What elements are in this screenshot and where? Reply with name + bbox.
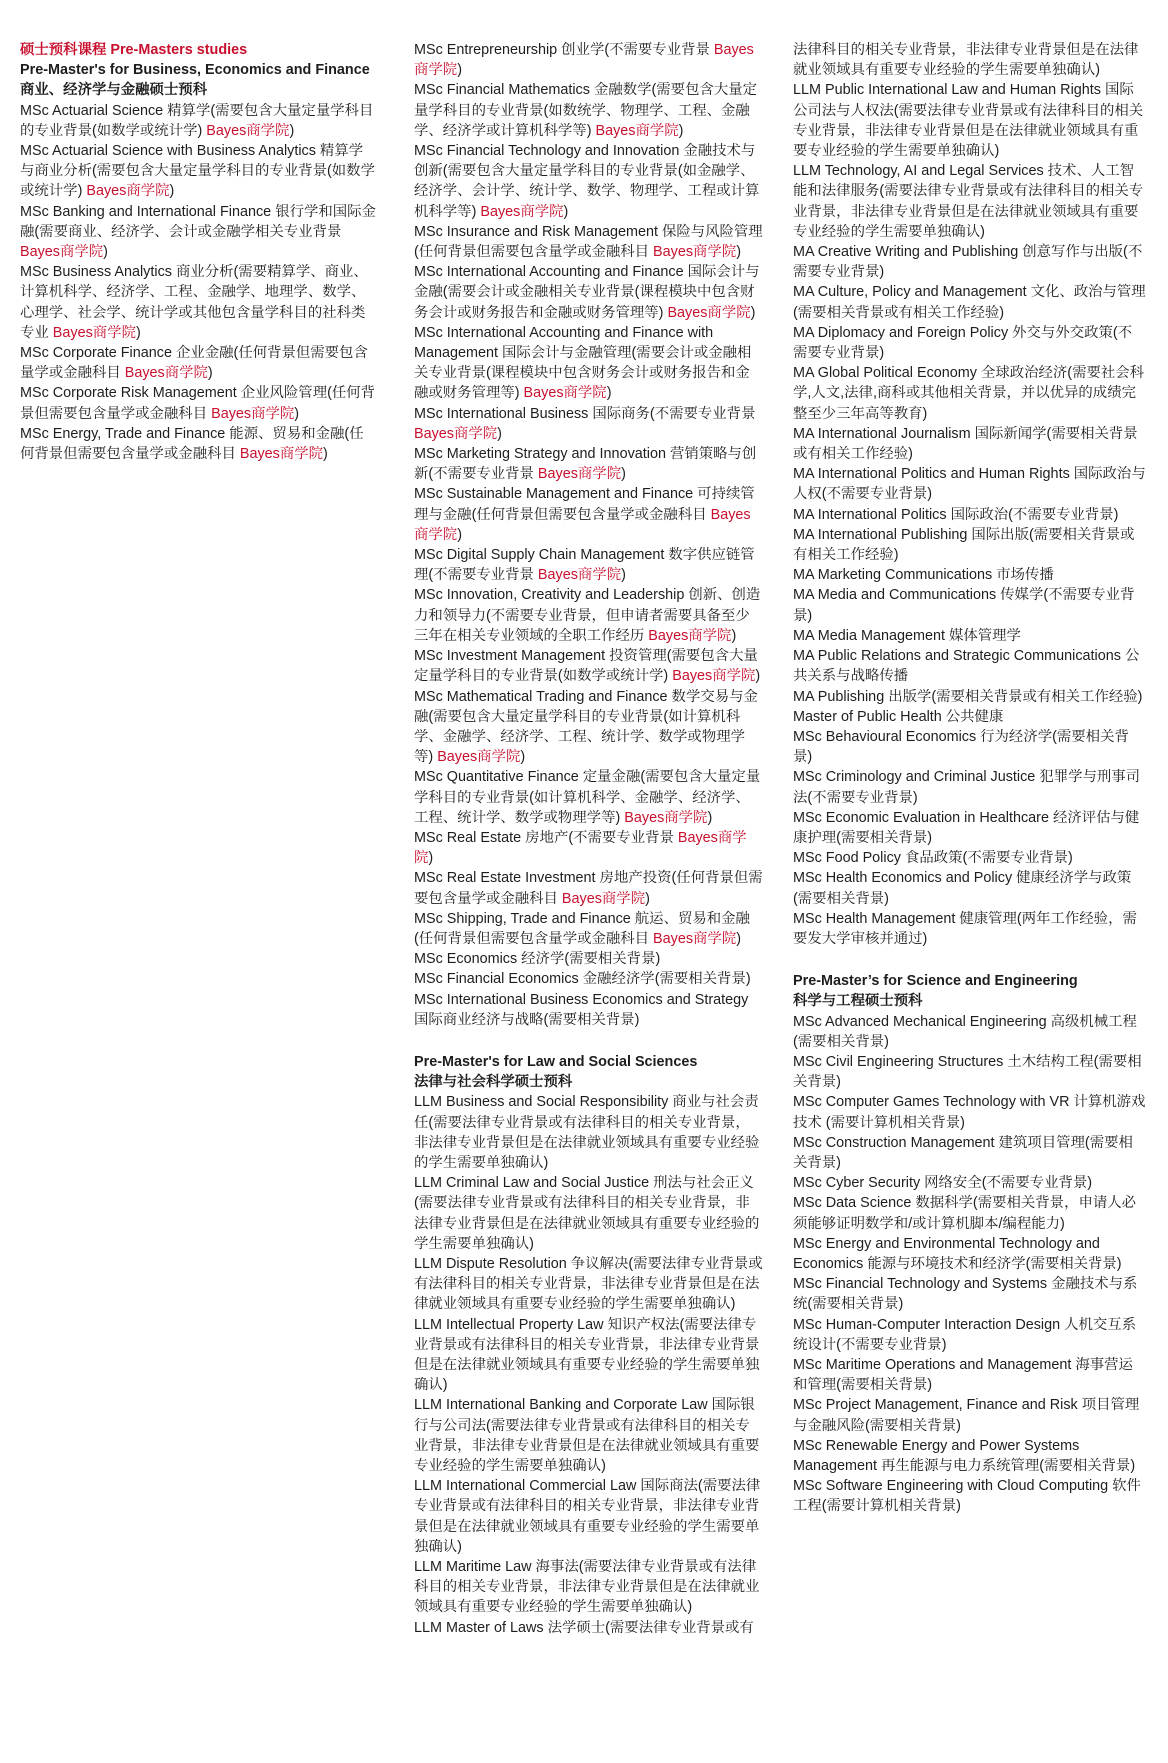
- program-item: [793, 242, 1146, 282]
- program-text: MSc Health Management 健康管理(两年工作经验，需要发大学审核并通过): [793, 910, 1137, 947]
- program-item: [414, 444, 764, 484]
- program-text: MSc Real Estate 房地产(不需要专业背景: [414, 829, 674, 846]
- program-text: MSc Energy, Trade and Finance 能源、贸易和金融(任何背景但需要包含量学或金融科目: [20, 425, 364, 463]
- school-tag: Bayes商学院: [480, 203, 564, 220]
- school-tag: Bayes商学院: [124, 365, 208, 382]
- program-text: MSc Real Estate Investment 房地产投资(任何背景但需要包含量学或金融科目: [414, 870, 763, 907]
- program-text: MSc Renewable Energy and Power Systems Management 再生能源与电力系统管理(需要相关背景): [793, 1437, 1136, 1475]
- program-item: [793, 80, 1146, 161]
- program-text: MSc Banking and International Finance 银行学和国际金融(需要商业、经济学、会计或金融学相关专业背景: [20, 203, 376, 240]
- school-tag: Bayes商学院: [561, 890, 646, 907]
- section-title: 硕士预科课程 Pre-Masters studies: [20, 42, 248, 58]
- program-item: [414, 1618, 764, 1638]
- program-text: MSc Marketing Strategy and Innovation 营销策略与创新(不需要专业背景: [414, 446, 757, 483]
- program-text: MA Creative Writing and Publishing 创意写作与出版(不需要专业背景): [793, 244, 1143, 281]
- program-item: [793, 808, 1146, 848]
- program-text: MSc Financial Mathematics 金融数学(需要包含大量定量学科目的专业背景(如数统学、物理学、工程、金融学、经济学或计算机科学等): [414, 82, 758, 139]
- program-item: [793, 1012, 1146, 1052]
- program-item: [793, 1315, 1146, 1355]
- program-item: [414, 949, 764, 969]
- close-paren: ): [323, 446, 328, 463]
- program-text: MSc Corporate Finance 企业金融(任何背景但需要包含量学或金融科目: [20, 345, 368, 382]
- program-item: [414, 1476, 764, 1557]
- program-text: LLM Public International Law and Human Rights 国际公司法与人权法(需要法律专业背景或有法律科目的相关专业背景，非法律专业背景但是在法律就业领域具有重要专业经验的学生需要单独确认): [793, 82, 1144, 160]
- program-text: MSc Project Management, Finance and Risk 项目管理与金融风险(需要相关背景): [793, 1397, 1140, 1434]
- program-item: [793, 646, 1146, 686]
- program-text: MA International Politics 国际政治(不需要专业背景): [793, 506, 1119, 523]
- program-item: [20, 101, 377, 141]
- program-text: LLM Dispute Resolution 争议解决(需要法律专业背景或有法律科目的相关专业背景，非法律专业背景但是在法律就业领域具有重要专业经验的学生需要单独确认): [414, 1255, 763, 1313]
- section-heading: 法律与社会科学硕士预科: [414, 1074, 573, 1091]
- school-tag: Bayes商学院: [211, 405, 295, 422]
- program-item: [793, 323, 1146, 363]
- program-text: MSc Economics 经济学(需要相关背景): [414, 951, 661, 968]
- program-text: MSc Data Science 数据科学(需要相关背景，申请人必须能够证明数学和/或计算机脚本/编程能力): [793, 1195, 1137, 1232]
- program-item: [793, 565, 1146, 585]
- program-text: MA Global Political Economy 全球政治经济(需要社会科学,人文,法律,商科或其他相关背景，并以优异的成绩完整至少三年高等教育): [793, 365, 1145, 422]
- program-item: [793, 363, 1146, 424]
- close-paren: ): [736, 930, 742, 947]
- program-text: MSc Financial Economics 金融经济学(需要相关背景): [414, 971, 751, 988]
- program-item: [414, 1557, 764, 1618]
- program-text: MSc Construction Management 建筑项目管理(需要相关背景): [793, 1134, 1133, 1171]
- school-tag: Bayes商学院: [86, 183, 170, 200]
- program-text: MSc Actuarial Science 精算学(需要包含大量定量学科目的专业背景(如数学或统计学): [20, 102, 374, 139]
- program-text: MSc Business Analytics 商业分析(需要精算学、商业、计算机科学、经济学、工程、金融学、地理学、数学、心理学、社会学、统计学或其他包含量学科目的社科类专业: [20, 264, 368, 341]
- program-item: [414, 262, 764, 323]
- program-item: [793, 1274, 1146, 1314]
- program-text: MSc Financial Technology and Systems 金融技术与系统(需要相关背景): [793, 1276, 1138, 1313]
- program-item: [793, 687, 1146, 707]
- program-text: MSc International Business Economics and Strategy 国际商业经济与战略(需要相关背景): [414, 991, 749, 1028]
- program-section: [414, 40, 764, 1030]
- program-item: [414, 1254, 764, 1315]
- program-item: [793, 161, 1146, 242]
- school-tag: Bayes商学院: [414, 506, 751, 543]
- program-text: LLM Master of Laws 法学硕士(需要法律专业背景或有: [414, 1619, 754, 1636]
- program-item: [414, 222, 764, 262]
- school-tag: Bayes商学院: [653, 244, 737, 261]
- program-text: MSc Shipping, Trade and Finance 航运、贸易和金融(任何背景但需要包含量学或金融科目: [414, 910, 750, 947]
- program-text: MSc International Accounting and Finance 国际会计与金融(需要会计或金融相关专业背景(课程模块中包含财务会计或财务报告和金融或财务管理等): [414, 264, 760, 321]
- program-text: MSc Health Economics and Policy 健康经济学与政策(需要相关背景): [793, 870, 1132, 907]
- program-item: [414, 484, 764, 545]
- school-tag: Bayes商学院: [523, 385, 607, 402]
- program-item: [414, 545, 764, 585]
- program-item: [414, 687, 764, 768]
- close-paren: ): [135, 324, 141, 341]
- close-paren: ): [207, 365, 213, 382]
- program-item: [793, 727, 1146, 767]
- program-text: MSc Energy and Environmental Technology and Economics 能源与环境技术和经济学(需要相关背景): [793, 1235, 1122, 1272]
- school-tag: Bayes商学院: [206, 122, 290, 139]
- close-paren: ): [169, 183, 175, 200]
- program-text: MSc Entrepreneurship 创业学(不需要专业背景: [414, 42, 710, 58]
- program-text: MA International Publishing 国际出版(需要相关背景或有相关工作经验): [793, 526, 1135, 564]
- program-section: [793, 40, 1146, 949]
- program-text: MSc Human-Computer Interaction Design 人机交互系统设计(不需要专业背景): [793, 1316, 1137, 1353]
- program-text: MSc Financial Technology and Innovation 金融技术与创新(需要包含大量定量学科目的专业背景(如金融学、经济学、会计学、统计学、数学、物理学、工程或计算机科学等): [414, 143, 760, 220]
- program-text: MSc Quantitative Finance 定量金融(需要包含大量定量学科目的专业背景(如计算机科学、金融学、经济学、工程、统计学、数学或物理学等): [414, 769, 761, 826]
- program-item: [793, 626, 1146, 646]
- school-tag: Bayes商学院: [624, 809, 708, 826]
- program-item: [793, 848, 1146, 868]
- program-text: LLM Criminal Law and Social Justice 刑法与社会正义(需要法律专业背景或有法律科目的相关专业背景，非法律专业背景但是在法律就业领域具有重要专业经验的学生需要单独确认): [414, 1175, 760, 1252]
- program-text: LLM International Banking and Corporate Law 国际银行与公司法(需要法律专业背景或有法律科目的相关专业背景，非法律专业背景但是在法律就业领域具有重要专业经验的学生需要单独确认): [414, 1397, 760, 1475]
- school-tag: Bayes商学院: [52, 324, 136, 341]
- program-text: MA Media and Communications 传媒学(不需要专业背景): [793, 587, 1135, 624]
- program-item: [793, 1173, 1146, 1193]
- program-text: MA Media Management 媒体管理学: [793, 627, 1021, 644]
- program-item: [793, 1052, 1146, 1092]
- program-item: [793, 909, 1146, 949]
- program-text: MSc Food Policy 食品政策(不需要专业背景): [793, 850, 1073, 867]
- program-text: MA International Politics and Human Rights 国际政治与人权(不需要专业背景): [793, 466, 1146, 503]
- program-item: [414, 40, 764, 80]
- program-text: MA Marketing Communications 市场传播: [793, 567, 1054, 584]
- program-text: LLM Intellectual Property Law 知识产权法(需要法律专业背景或有法律科目的相关专业背景，非法律专业背景但是在法律就业领域具有重要专业经验的学生需要单独确认): [414, 1316, 760, 1394]
- program-section: [20, 40, 377, 464]
- program-text: 法律科目的相关专业背景，非法律专业背景但是在法律就业领域具有重要专业经验的学生需要单独确认): [793, 42, 1139, 79]
- program-item: [414, 585, 764, 646]
- program-item: [414, 80, 764, 141]
- program-text: MSc Investment Management 投资管理(需要包含大量定量学科目的专业背景(如数学或统计学): [414, 648, 758, 685]
- close-paren: ): [645, 890, 650, 907]
- close-paren: ): [606, 385, 612, 402]
- program-item: [793, 1436, 1146, 1476]
- program-text: LLM International Commercial Law 国际商法(需要法律专业背景或有法律科目的相关专业背景，非法律专业背景但是在法律就业领域具有重要专业经验的学生需要单独确认): [414, 1478, 761, 1555]
- program-item: [793, 585, 1146, 625]
- program-item: [793, 868, 1146, 908]
- program-text: MA Diplomacy and Foreign Policy 外交与外交政策(不需要专业背景): [793, 324, 1133, 362]
- close-paren: ): [707, 809, 713, 826]
- close-paren: ): [621, 466, 626, 483]
- close-paren: ): [289, 122, 295, 139]
- program-text: MA Public Relations and Strategic Communications 公共关系与战略传播: [793, 648, 1140, 685]
- close-paren: ): [750, 304, 756, 321]
- program-item: [414, 828, 764, 868]
- school-tag: Bayes商学院: [595, 122, 679, 139]
- program-text: MA International Journalism 国际新闻学(需要相关背景或有相关工作经验): [793, 425, 1138, 463]
- program-item: [414, 909, 764, 949]
- program-item: [414, 990, 764, 1030]
- program-item: [793, 1234, 1146, 1274]
- program-item: [20, 343, 377, 383]
- school-tag: Bayes商学院: [239, 446, 324, 463]
- close-paren: ): [736, 244, 742, 261]
- program-section: [414, 1052, 764, 1638]
- program-item: [793, 707, 1146, 727]
- close-paren: ): [731, 627, 737, 644]
- program-item: [793, 1395, 1146, 1435]
- section-heading: Pre-Master's for Business, Economics and Finance 商业、经济学与金融硕士预科: [20, 62, 370, 99]
- program-text: MSc Actuarial Science with Business Analytics 精算学与商业分析(需要包含大量定量学科目的专业背景(如数学或统计学): [20, 143, 375, 200]
- close-paren: ): [755, 668, 761, 685]
- program-text: MSc International Accounting and Finance with Management 国际会计与金融管理(需要会计或金融相关专业背景(课程模块中包含财务会计或财务报告和金融或财务管理等): [414, 324, 752, 402]
- program-item: [793, 464, 1146, 504]
- column-1: [20, 40, 377, 464]
- program-item: [793, 505, 1146, 525]
- section-heading: Pre-Master’s for Science and Engineering: [793, 973, 1078, 990]
- program-item: [793, 1092, 1146, 1132]
- close-paren: ): [457, 62, 462, 79]
- program-text: MSc Advanced Mechanical Engineering 高级机械工程(需要相关背景): [793, 1013, 1137, 1050]
- program-item: [793, 1193, 1146, 1233]
- program-text: LLM Business and Social Responsibility 商业与社会责任(需要法律专业背景或有法律科目的相关专业背景，非法律专业背景但是在法律就业领域具有重要专业经验的学生需要单独确认): [414, 1094, 760, 1171]
- section-heading: 科学与工程硕士预科: [793, 993, 923, 1010]
- program-item: [793, 1355, 1146, 1395]
- program-item: [793, 1476, 1146, 1516]
- program-text: MSc Criminology and Criminal Justice 犯罪学与刑事司法(不需要专业背景): [793, 769, 1141, 806]
- column-2: [414, 40, 764, 1638]
- program-item: [20, 141, 377, 202]
- program-item: [414, 1092, 764, 1173]
- program-item: [793, 525, 1146, 565]
- program-text: MSc Corporate Risk Management 企业风险管理(任何背景但需要包含量学或金融科目: [20, 385, 376, 422]
- school-tag: Bayes商学院: [667, 304, 751, 321]
- program-text: MSc Insurance and Risk Management 保险与风险管理(任何背景但需要包含量学或金融科目: [414, 223, 763, 261]
- program-item: [20, 262, 377, 343]
- program-item: [20, 202, 377, 263]
- close-paren: ): [621, 567, 626, 584]
- program-item: [414, 868, 764, 908]
- close-paren: ): [497, 425, 502, 442]
- program-item: [20, 383, 377, 423]
- close-paren: ): [294, 405, 300, 422]
- program-text: MSc Software Engineering with Cloud Computing 软件工程(需要计算机相关背景): [793, 1478, 1141, 1515]
- program-text: MSc Sustainable Management and Finance 可持续管理与金融(任何背景但需要包含量学或金融科目: [414, 486, 755, 523]
- program-item: [414, 969, 764, 989]
- column-3: [793, 40, 1146, 1517]
- school-tag: Bayes商学院: [414, 425, 498, 442]
- school-tag: Bayes商学院: [20, 244, 104, 261]
- program-text: MSc Mathematical Trading and Finance 数学交易与金融(需要包含大量定量学科目的专业背景(如计算机科学、金融学、经济学、工程、统计学、数学或物理学等): [414, 688, 758, 766]
- program-item: [793, 1133, 1146, 1173]
- program-item: [414, 1315, 764, 1396]
- program-item: [793, 282, 1146, 322]
- close-paren: ): [678, 122, 684, 139]
- school-tag: Bayes商学院: [672, 668, 756, 685]
- close-paren: ): [457, 526, 462, 543]
- program-item: [414, 767, 764, 828]
- program-text: MSc Civil Engineering Structures 土木结构工程(需要相关背景): [793, 1053, 1142, 1091]
- program-text: MSc Computer Games Technology with VR 计算机游戏技术 (需要计算机相关背景): [793, 1094, 1146, 1131]
- program-item: [414, 404, 764, 444]
- program-text: LLM Technology, AI and Legal Services 技术、人工智能和法律服务(需要法律专业背景或有法律科目的相关专业背景，非法律专业背景但是在法律就业领域具有重要专业经验的学生需要单独确认): [793, 163, 1144, 240]
- school-tag: Bayes商学院: [537, 466, 622, 483]
- school-tag: Bayes商学院: [414, 829, 747, 867]
- program-text: LLM Maritime Law 海事法(需要法律专业背景或有法律科目的相关专业背景，非法律专业背景但是在法律就业领域具有重要专业经验的学生需要单独确认): [414, 1559, 760, 1616]
- program-text: MSc Behavioural Economics 行为经济学(需要相关背景): [793, 728, 1129, 766]
- program-item: [414, 141, 764, 222]
- program-text: MSc Maritime Operations and Management 海事营运和管理(需要相关背景): [793, 1357, 1133, 1394]
- program-text: MA Culture, Policy and Management 文化、政治与管理(需要相关背景或有相关工作经验): [793, 284, 1146, 321]
- program-item: [414, 646, 764, 686]
- section-heading: Pre-Master's for Law and Social Sciences: [414, 1053, 698, 1070]
- close-paren: ): [428, 850, 434, 867]
- close-paren: ): [520, 749, 526, 766]
- program-item: [793, 767, 1146, 807]
- school-tag: Bayes商学院: [648, 627, 732, 644]
- school-tag: Bayes商学院: [437, 749, 521, 766]
- school-tag: Bayes商学院: [537, 567, 622, 584]
- program-item: [414, 323, 764, 404]
- program-item: [793, 424, 1146, 464]
- program-text: MA Publishing 出版学(需要相关背景或有相关工作经验): [793, 688, 1143, 705]
- program-item: [20, 424, 377, 464]
- program-text: MSc Cyber Security 网络安全(不需要专业背景): [793, 1175, 1093, 1192]
- program-text: Master of Public Health 公共健康: [793, 708, 1004, 725]
- program-text: MSc Innovation, Creativity and Leadership 创新、创造力和领导力(不需要专业背景，但申请者需要具备至少三年在相关专业领域的全职工作经历: [414, 587, 761, 644]
- close-paren: ): [103, 244, 108, 261]
- school-tag: Bayes商学院: [653, 930, 737, 947]
- program-text: MSc International Business 国际商务(不需要专业背景: [414, 405, 756, 422]
- program-text: MSc Digital Supply Chain Management 数字供应链管理(不需要专业背景: [414, 547, 755, 584]
- school-tag: Bayes商学院: [414, 42, 754, 79]
- program-item: [793, 40, 1146, 80]
- program-item: [414, 1173, 764, 1254]
- close-paren: ): [563, 203, 569, 220]
- program-item: [414, 1395, 764, 1476]
- program-section: [793, 971, 1146, 1516]
- program-text: MSc Economic Evaluation in Healthcare 经济评估与健康护理(需要相关背景): [793, 809, 1140, 846]
